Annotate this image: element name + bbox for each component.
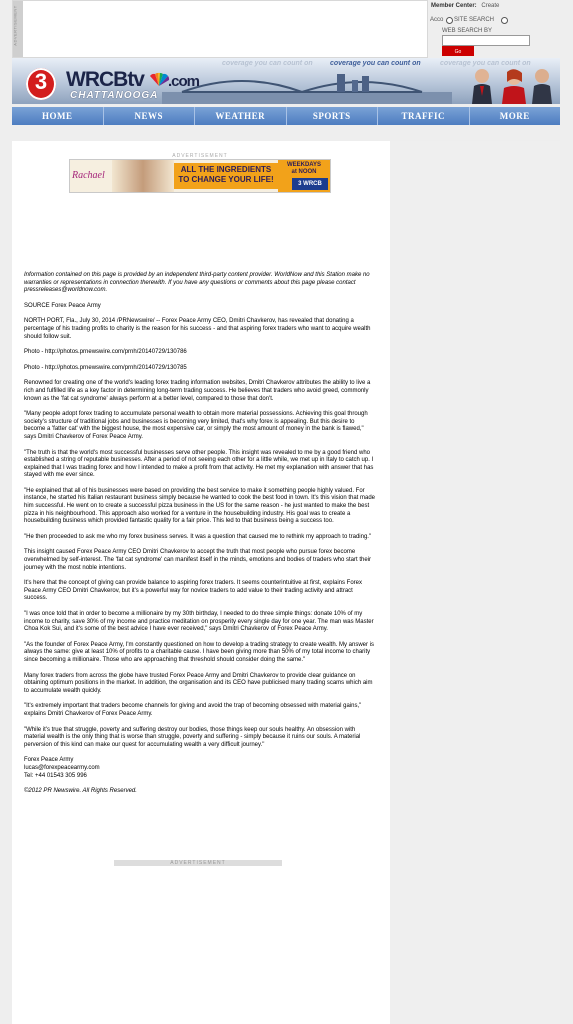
nav-home[interactable]: HOME bbox=[12, 107, 104, 125]
logo-brand: WRCBtv bbox=[66, 68, 144, 91]
ad-schedule-line2: at NOON bbox=[291, 169, 317, 175]
ad-tagline-line1: ALL THE INGREDIENTS bbox=[180, 165, 272, 174]
article-paragraph: "He then proceeded to ask me who my forex business serves. It was a question that caused me to rethink my approach to trading." bbox=[24, 533, 372, 540]
contact-email-link[interactable]: lucas@forexpeacearmy.com bbox=[24, 764, 100, 771]
article-paragraph: "Many people adopt forex trading to accumulate personal wealth to obtain more material possessions. Achieving this goal through society's structure of traditional jobs and businesses is becoming very limited, that's why forex is appealing. But this desire to become a 'fatter cat' with the biggest house, the most expensive car, or simply the most amount of money in the bank is flawed," says Dmitri Chavkerov of Forex Peace Army. bbox=[24, 411, 368, 440]
nav-weather[interactable]: WEATHER bbox=[195, 107, 287, 125]
web-search-label: WEB SEARCH BY bbox=[442, 28, 493, 34]
top-ad-slot[interactable] bbox=[12, 0, 428, 58]
slogan-faded-right: coverage you can count on bbox=[440, 60, 531, 67]
main-content bbox=[12, 141, 390, 1024]
ad-schedule-line1: WEEKDAYS bbox=[286, 162, 322, 168]
slogan-faded-left: coverage you can count on bbox=[222, 60, 313, 67]
nav-traffic[interactable]: TRAFFIC bbox=[378, 107, 470, 125]
press-release-article bbox=[24, 272, 376, 804]
article-paragraph: NORTH PORT, Fla., July 30, 2014 /PRNewswire/ -- Forex Peace Army CEO, Dmitri Chavkerov, has revealed that donating a percentage of his trading profits to charity is the reason for his success - and that aspiring forex traders who want to acquire wealth should follow suit. bbox=[24, 318, 371, 340]
bridge-skyline-illustration bbox=[162, 70, 452, 104]
right-sidebar bbox=[390, 141, 560, 1024]
logo-city: CHATTANOOGA bbox=[70, 90, 159, 101]
site-search-label: SITE SEARCH bbox=[454, 17, 495, 23]
ad-schedule-text bbox=[278, 162, 330, 176]
article-paragraph: "It's extremely important that traders become channels for giving and avoid the trap of becoming obsessed with material gains," explains Dmitri Chavkerov of Forex Peace Army. bbox=[24, 703, 362, 717]
nav-news[interactable]: NEWS bbox=[104, 107, 196, 125]
article-paragraph: It's here that the concept of giving can provide balance to aspiring forex traders. It seems counterintuitive at first, explains Forex Peace Army CEO Dmitri Chavkerov, but it's a powerful way for novice traders to add value to their trading activity and attract success. bbox=[24, 580, 362, 602]
article-paragraph: "While it's true that struggle, poverty and suffering destroy our bodies, those things keep our souls healthy. An obsession with material wealth is the only thing that is worse than struggle, poverty and suffering - simply because it ruins our souls. A material perversion of this kind can make our quest for accumulating wealth a very difficult journey." bbox=[24, 726, 361, 748]
ad-label-top: ADVERTISEMENT bbox=[172, 153, 228, 159]
top-bar bbox=[12, 0, 560, 58]
article-paragraph: "He explained that all of his businesses were based on providing the best service to make it something people highly valued. For instance, he started his Italian restaurant business simply because he wanted to cook the best food in town. It's this vision that made him successful. He went on to create a successful pizza business in the US for the same reason - he just wanted to make the best pizza in his neighbourhood. This approach also worked for a venture in the housebuilding industry. His goal was to create a housebuilding business which provided fantastic quality for a fair price. This led to that business being a success too. bbox=[24, 487, 376, 525]
main-nav bbox=[12, 107, 560, 125]
ad-station-badge: 3 WRCB bbox=[292, 178, 328, 190]
account-label: Acco bbox=[430, 17, 444, 23]
search-input[interactable] bbox=[442, 35, 530, 46]
article-paragraph: "As the founder of Forex Peace Army, I'm constantly questioned on how to develop a trading strategy to create wealth. My answer is always the same: give at least 10% of profits to a charitable cause. I have been giving more than 50% of my total income to charity since becoming a millionaire. Those who are approaching that threshold should consider doing the same." bbox=[24, 641, 375, 663]
article-paragraph: Renowned for creating one of the world's leading forex trading information websites, Dmitri Chavkerov attributes the ability to live a rich and fulfilled life as a key factor in determining long-term trading success. He believes that traders who avoid greed, commonly known as the 'fat cat syndrome' always perform at a better level, compared to those that don't. bbox=[24, 380, 371, 402]
slogan: coverage you can count on bbox=[330, 60, 421, 67]
ad-tag-label: ADVERTISEMENT bbox=[12, 5, 18, 46]
contact-phone: Tel: +44 01543 305 996 bbox=[24, 772, 87, 779]
member-center-label: Member Center: bbox=[431, 3, 477, 9]
go-button[interactable]: Go bbox=[442, 46, 474, 56]
news-anchors-photo bbox=[452, 64, 560, 104]
member-center-panel bbox=[430, 0, 560, 58]
contact-org: Forex Peace Army bbox=[24, 757, 74, 764]
logo-domain: .com bbox=[168, 73, 200, 90]
ad-tagline bbox=[174, 163, 278, 189]
nav-sports[interactable]: SPORTS bbox=[287, 107, 379, 125]
ad-label-bottom: ADVERTISEMENT bbox=[114, 860, 282, 866]
ad-host-photo bbox=[112, 160, 174, 192]
web-search-radio[interactable] bbox=[501, 17, 508, 24]
ad-tag bbox=[13, 1, 23, 57]
contact-block bbox=[24, 757, 376, 780]
site-search-radio[interactable] bbox=[446, 17, 453, 24]
nav-more[interactable]: MORE bbox=[499, 111, 530, 121]
site-logo-text[interactable] bbox=[66, 68, 199, 92]
photo-link[interactable]: Photo - http://photos.prnewswire.com/prnh/20140729/130785 bbox=[24, 364, 187, 371]
channel-3-logo[interactable] bbox=[26, 68, 56, 100]
ad-rachael-logo: Rachael bbox=[72, 170, 105, 181]
article-paragraph: "I was once told that in order to become a millionaire by my 30th birthday, I needed to do three simple things: donate 10% of my income to charity, save 30% of my income and practice meditation on prosperity every single day for one year. The man was Master Choa Kok Sui, and it's some of the best advice I have ever received," says Dmitri Chavkerov of Forex Peace Army. bbox=[24, 611, 374, 633]
copyright: ©2012 PR Newswire. All Rights Reserved. bbox=[24, 788, 137, 795]
article-paragraph: SOURCE Forex Peace Army bbox=[24, 302, 101, 309]
member-center bbox=[431, 3, 499, 9]
ad-tagline-line2: TO CHANGE YOUR LIFE! bbox=[178, 175, 274, 184]
nbc-peacock-icon bbox=[148, 72, 170, 86]
create-account-link[interactable]: Create bbox=[481, 3, 500, 9]
ad-schedule bbox=[278, 160, 330, 192]
third-party-disclaimer: Information contained on this page is provided by an independent third-party content provider. WorldNow and this Station make no warranties or representations in connection therewith. If you have any questions or comments about this page please contact pressreleases@worldnow.com. bbox=[24, 272, 370, 294]
photo-link[interactable]: Photo - http://photos.prnewswire.com/prnh/20140729/130786 bbox=[24, 349, 187, 356]
rachael-ray-ad[interactable] bbox=[69, 159, 331, 193]
site-banner bbox=[12, 58, 560, 104]
article-paragraph: This insight caused Forex Peace Army CEO Dmitri Chavkerov to accept the truth that most people who pursue forex become overwhelmed by self-interest. The 'fat cat syndrome' can manifest itself in the minds, emotions and bodies of traders who start their journey with the most noble intentions. bbox=[24, 549, 372, 571]
article-paragraph: "The truth is that the world's most successful businesses serve other people. This insight was revealed to me by a good friend who established a string of reputable businesses. After a period of not seeing each other for a little while, we met up in Italy to catch up. I explained that I was trading forex and how I intended to make a profit from that activity. He met my explanation with answer that has stayed with me ever since. bbox=[24, 449, 374, 479]
article-paragraph: Many forex traders from across the globe have trusted Forex Peace Army and Dmitri Chavkerov to provide clear guidance on obtaining optimum positions in the market. In addition, the organisation and its CEO have publicised many trading scams which aim to accumulate wealth quickly. bbox=[24, 672, 373, 694]
channel-number: 3 bbox=[34, 69, 48, 94]
